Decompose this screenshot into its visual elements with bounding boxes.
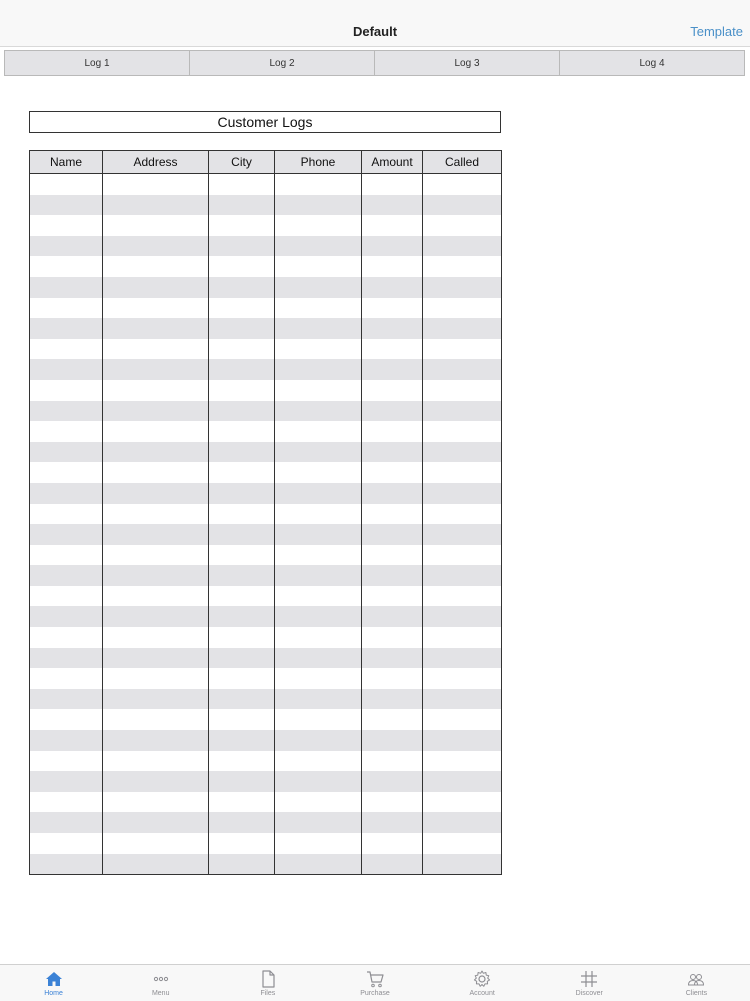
table-cell[interactable] — [209, 462, 275, 483]
table-cell[interactable] — [30, 833, 103, 854]
table-cell[interactable] — [30, 380, 103, 401]
file-icon — [258, 969, 278, 989]
table-cell[interactable] — [423, 174, 502, 195]
table-cell[interactable] — [362, 709, 423, 730]
table-cell[interactable] — [275, 771, 362, 792]
template-button[interactable]: Template — [690, 24, 743, 39]
table-cell[interactable] — [209, 421, 275, 442]
column-header-called[interactable]: Called — [423, 151, 502, 174]
table-row — [30, 380, 502, 401]
table-cell[interactable] — [30, 545, 103, 566]
table-cell[interactable] — [209, 668, 275, 689]
table-cell[interactable] — [103, 462, 209, 483]
table-cell[interactable] — [275, 565, 362, 586]
tab-purchase-label: Purchase — [360, 990, 390, 997]
table-cell[interactable] — [362, 730, 423, 751]
table-cell[interactable] — [30, 648, 103, 669]
table-cell[interactable] — [209, 812, 275, 833]
table-row — [30, 442, 502, 463]
table-cell[interactable] — [423, 648, 502, 669]
table-cell[interactable] — [209, 648, 275, 669]
table-cell[interactable] — [423, 606, 502, 627]
tab-log-2[interactable]: Log 2 — [190, 51, 375, 75]
table-cell[interactable] — [30, 854, 103, 875]
table-row — [30, 195, 502, 216]
table-cell[interactable] — [209, 215, 275, 236]
table-cell[interactable] — [362, 236, 423, 257]
table-cell[interactable] — [209, 689, 275, 710]
table-cell[interactable] — [362, 215, 423, 236]
gear-icon — [472, 969, 492, 989]
table-cell[interactable] — [423, 359, 502, 380]
table-cell[interactable] — [362, 524, 423, 545]
table-cell[interactable] — [275, 668, 362, 689]
table-cell[interactable] — [362, 380, 423, 401]
table-cell[interactable] — [362, 359, 423, 380]
table-cell[interactable] — [362, 339, 423, 360]
table-cell[interactable] — [275, 524, 362, 545]
table-cell[interactable] — [362, 195, 423, 216]
tab-purchase[interactable] — [321, 965, 428, 1001]
table-cell[interactable] — [30, 442, 103, 463]
table-cell[interactable] — [423, 565, 502, 586]
table-row — [30, 627, 502, 648]
tab-menu-label: Menu — [151, 990, 170, 997]
table-cell[interactable] — [30, 236, 103, 257]
table-cell[interactable] — [423, 195, 502, 216]
table-cell[interactable] — [423, 442, 502, 463]
table-cell[interactable] — [30, 339, 103, 360]
table-cell[interactable] — [275, 648, 362, 669]
table-cell[interactable] — [423, 812, 502, 833]
tab-log-3[interactable]: Log 3 — [375, 51, 560, 75]
table-cell[interactable] — [103, 545, 209, 566]
table-cell[interactable] — [30, 421, 103, 442]
table-row — [30, 709, 502, 730]
table-cell[interactable] — [209, 751, 275, 772]
bottom-tab-bar — [0, 964, 750, 1001]
table-cell[interactable] — [275, 401, 362, 422]
table-cell[interactable] — [30, 215, 103, 236]
table-row — [30, 524, 502, 545]
table-cell[interactable] — [423, 668, 502, 689]
table-row — [30, 854, 502, 875]
table-cell[interactable] — [209, 174, 275, 195]
table-cell[interactable] — [275, 730, 362, 751]
table-cell[interactable] — [30, 195, 103, 216]
table-cell[interactable] — [275, 627, 362, 648]
table-cell[interactable] — [103, 339, 209, 360]
column-header-city[interactable]: City — [209, 151, 275, 174]
table-cell[interactable] — [30, 504, 103, 525]
table-cell[interactable] — [275, 709, 362, 730]
table-cell[interactable] — [103, 751, 209, 772]
table-cell[interactable] — [275, 854, 362, 875]
table-cell[interactable] — [103, 792, 209, 813]
table-cell[interactable] — [103, 709, 209, 730]
table-row — [30, 751, 502, 772]
table-cell[interactable] — [362, 174, 423, 195]
table-row — [30, 359, 502, 380]
table-cell[interactable] — [103, 442, 209, 463]
people-icon — [686, 969, 706, 989]
table-cell[interactable] — [103, 421, 209, 442]
table-cell[interactable] — [362, 318, 423, 339]
table-cell[interactable] — [209, 627, 275, 648]
table-cell[interactable] — [30, 689, 103, 710]
table-cell[interactable] — [423, 792, 502, 813]
table-cell[interactable] — [103, 380, 209, 401]
table-cell[interactable] — [423, 401, 502, 422]
table-cell[interactable] — [209, 606, 275, 627]
table-row — [30, 504, 502, 525]
table-cell[interactable] — [275, 174, 362, 195]
table-row — [30, 421, 502, 442]
table-cell[interactable] — [209, 545, 275, 566]
tab-log-1[interactable]: Log 1 — [5, 51, 190, 75]
table-cell[interactable] — [423, 524, 502, 545]
table-row — [30, 565, 502, 586]
table-cell[interactable] — [275, 483, 362, 504]
table-cell[interactable] — [423, 215, 502, 236]
table-cell[interactable] — [423, 298, 502, 319]
table-row — [30, 606, 502, 627]
table-cell[interactable] — [362, 606, 423, 627]
table-cell[interactable] — [362, 689, 423, 710]
table-cell[interactable] — [103, 215, 209, 236]
table-cell[interactable] — [275, 586, 362, 607]
table-cell[interactable] — [103, 256, 209, 277]
table-cell[interactable] — [103, 298, 209, 319]
table-cell[interactable] — [209, 318, 275, 339]
table-cell[interactable] — [275, 359, 362, 380]
table-cell[interactable] — [30, 174, 103, 195]
table-cell[interactable] — [30, 483, 103, 504]
tab-account-label: Account — [469, 990, 495, 997]
table-row — [30, 339, 502, 360]
table-cell[interactable] — [275, 277, 362, 298]
tab-clients[interactable] — [643, 965, 750, 1001]
table-cell[interactable] — [103, 668, 209, 689]
table-cell[interactable] — [209, 401, 275, 422]
table-cell[interactable] — [103, 771, 209, 792]
table-cell[interactable] — [30, 462, 103, 483]
table-cell[interactable] — [362, 401, 423, 422]
table-cell[interactable] — [103, 277, 209, 298]
table-header-row — [30, 151, 502, 174]
table-row — [30, 483, 502, 504]
table-cell[interactable] — [275, 812, 362, 833]
table-cell[interactable] — [103, 195, 209, 216]
table-cell[interactable] — [30, 298, 103, 319]
table-cell[interactable] — [209, 854, 275, 875]
table-cell[interactable] — [423, 833, 502, 854]
table-row — [30, 318, 502, 339]
table-cell[interactable] — [30, 256, 103, 277]
table-cell[interactable] — [209, 792, 275, 813]
table-cell[interactable] — [423, 462, 502, 483]
table-cell[interactable] — [103, 318, 209, 339]
table-cell[interactable] — [423, 318, 502, 339]
tab-discover[interactable] — [536, 965, 643, 1001]
tab-log-4[interactable]: Log 4 — [639, 57, 665, 69]
table-cell[interactable] — [275, 215, 362, 236]
table-cell[interactable] — [275, 751, 362, 772]
table-cell[interactable] — [30, 730, 103, 751]
table-cell[interactable] — [362, 627, 423, 648]
sheet-title[interactable]: Customer Logs — [29, 111, 501, 133]
table-cell[interactable] — [275, 298, 362, 319]
table-cell[interactable] — [103, 483, 209, 504]
table-cell[interactable] — [103, 236, 209, 257]
table-cell[interactable] — [423, 236, 502, 257]
table-cell[interactable] — [103, 854, 209, 875]
table-cell[interactable] — [362, 545, 423, 566]
tab-files-label: Files — [260, 990, 276, 997]
table-row — [30, 689, 502, 710]
table-cell[interactable] — [30, 668, 103, 689]
table-cell[interactable] — [209, 504, 275, 525]
table-cell[interactable] — [275, 236, 362, 257]
table-cell[interactable] — [30, 792, 103, 813]
column-header-amount[interactable]: Amount — [362, 151, 423, 174]
table-cell[interactable] — [209, 277, 275, 298]
tab-home[interactable] — [0, 965, 107, 1001]
navigation-bar — [0, 0, 750, 47]
table-row — [30, 648, 502, 669]
table-cell[interactable] — [103, 504, 209, 525]
table-cell[interactable] — [423, 380, 502, 401]
table-cell[interactable] — [423, 586, 502, 607]
table-cell[interactable] — [275, 462, 362, 483]
table-cell[interactable] — [30, 627, 103, 648]
table-cell[interactable] — [209, 359, 275, 380]
table-row — [30, 833, 502, 854]
table-row — [30, 462, 502, 483]
tab-files[interactable] — [214, 965, 321, 1001]
table-cell[interactable] — [103, 648, 209, 669]
table-cell[interactable] — [30, 606, 103, 627]
table-cell[interactable] — [209, 380, 275, 401]
table-cell[interactable] — [362, 421, 423, 442]
table-cell[interactable] — [362, 668, 423, 689]
table-cell[interactable] — [362, 462, 423, 483]
table-cell[interactable] — [423, 277, 502, 298]
cart-icon — [365, 969, 385, 989]
table-cell[interactable] — [30, 277, 103, 298]
table-cell[interactable] — [30, 565, 103, 586]
table-cell[interactable] — [209, 236, 275, 257]
table-cell[interactable] — [209, 771, 275, 792]
table-cell[interactable] — [209, 256, 275, 277]
table-cell[interactable] — [275, 339, 362, 360]
table-cell[interactable] — [103, 833, 209, 854]
table-row — [30, 277, 502, 298]
table-cell[interactable] — [362, 648, 423, 669]
table-cell[interactable] — [209, 709, 275, 730]
table-cell[interactable] — [30, 812, 103, 833]
table-cell[interactable] — [423, 504, 502, 525]
table-cell[interactable] — [362, 833, 423, 854]
table-cell[interactable] — [103, 524, 209, 545]
table-row — [30, 236, 502, 257]
table-row — [30, 545, 502, 566]
table-cell[interactable] — [30, 709, 103, 730]
customer-log-table — [29, 150, 502, 875]
table-cell[interactable] — [423, 483, 502, 504]
table-cell[interactable] — [30, 586, 103, 607]
table-cell[interactable] — [30, 318, 103, 339]
tab-account[interactable] — [429, 965, 536, 1001]
table-cell[interactable] — [209, 586, 275, 607]
table-cell[interactable] — [30, 751, 103, 772]
table-cell[interactable] — [103, 606, 209, 627]
tab-clients-label: Clients — [685, 990, 708, 997]
table-cell[interactable] — [362, 442, 423, 463]
table-cell[interactable] — [275, 256, 362, 277]
table-row — [30, 401, 502, 422]
table-cell[interactable] — [362, 812, 423, 833]
table-body — [30, 174, 502, 875]
table-cell[interactable] — [362, 586, 423, 607]
table-cell[interactable] — [362, 751, 423, 772]
table-cell[interactable] — [362, 771, 423, 792]
table-cell[interactable] — [103, 359, 209, 380]
tab-home-label: Home — [44, 990, 63, 997]
table-cell[interactable] — [362, 256, 423, 277]
table-cell[interactable] — [275, 318, 362, 339]
table-cell[interactable] — [362, 565, 423, 586]
table-cell[interactable] — [362, 854, 423, 875]
table-row — [30, 792, 502, 813]
table-row — [30, 215, 502, 236]
table-cell[interactable] — [423, 751, 502, 772]
table-row — [30, 586, 502, 607]
table-cell[interactable] — [30, 524, 103, 545]
home-icon — [44, 969, 64, 989]
column-header-address[interactable]: Address — [103, 151, 209, 174]
table-cell[interactable] — [423, 854, 502, 875]
table-row — [30, 730, 502, 751]
table-row — [30, 668, 502, 689]
table-cell[interactable] — [423, 709, 502, 730]
table-cell[interactable] — [423, 256, 502, 277]
more-icon — [151, 969, 171, 989]
table-cell[interactable] — [423, 730, 502, 751]
table-cell[interactable] — [103, 812, 209, 833]
tab-discover-label: Discover — [575, 990, 603, 997]
table-cell[interactable] — [209, 483, 275, 504]
table-cell[interactable] — [209, 565, 275, 586]
table-cell[interactable] — [275, 545, 362, 566]
table-cell[interactable] — [423, 421, 502, 442]
table-cell[interactable] — [423, 771, 502, 792]
table-row — [30, 256, 502, 277]
table-cell[interactable] — [275, 689, 362, 710]
page-title: Default — [352, 24, 398, 39]
table-cell[interactable] — [209, 833, 275, 854]
table-cell[interactable] — [423, 339, 502, 360]
table-cell[interactable] — [103, 174, 209, 195]
table-cell[interactable] — [275, 195, 362, 216]
table-cell[interactable] — [103, 565, 209, 586]
table-cell[interactable] — [209, 442, 275, 463]
table-cell[interactable] — [103, 689, 209, 710]
table-cell[interactable] — [362, 298, 423, 319]
table-cell[interactable] — [275, 380, 362, 401]
table-cell[interactable] — [209, 339, 275, 360]
table-cell[interactable] — [362, 792, 423, 813]
table-cell[interactable] — [103, 586, 209, 607]
table-cell[interactable] — [362, 483, 423, 504]
table-row — [30, 771, 502, 792]
table-cell[interactable] — [103, 401, 209, 422]
table-cell[interactable] — [275, 442, 362, 463]
table-cell[interactable] — [30, 401, 103, 422]
table-cell[interactable] — [209, 195, 275, 216]
hashtag-icon — [579, 969, 599, 989]
table-cell[interactable] — [30, 771, 103, 792]
table-cell[interactable] — [30, 359, 103, 380]
table-cell[interactable] — [209, 730, 275, 751]
table-cell[interactable] — [423, 689, 502, 710]
table-cell[interactable] — [275, 606, 362, 627]
tab-menu[interactable] — [107, 965, 214, 1001]
table-cell[interactable] — [103, 730, 209, 751]
column-header-name[interactable]: Name — [30, 151, 103, 174]
table-cell[interactable] — [423, 545, 502, 566]
table-cell[interactable] — [362, 504, 423, 525]
table-row — [30, 298, 502, 319]
column-header-phone[interactable]: Phone — [275, 151, 362, 174]
table-cell[interactable] — [275, 421, 362, 442]
table-cell[interactable] — [275, 833, 362, 854]
table-cell[interactable] — [423, 627, 502, 648]
log-tabs — [4, 50, 745, 76]
table-row — [30, 174, 502, 195]
table-cell[interactable] — [209, 524, 275, 545]
table-cell[interactable] — [209, 298, 275, 319]
table-cell[interactable] — [103, 627, 209, 648]
table-row — [30, 812, 502, 833]
table-cell[interactable] — [362, 277, 423, 298]
table-cell[interactable] — [275, 792, 362, 813]
table-cell[interactable] — [275, 504, 362, 525]
